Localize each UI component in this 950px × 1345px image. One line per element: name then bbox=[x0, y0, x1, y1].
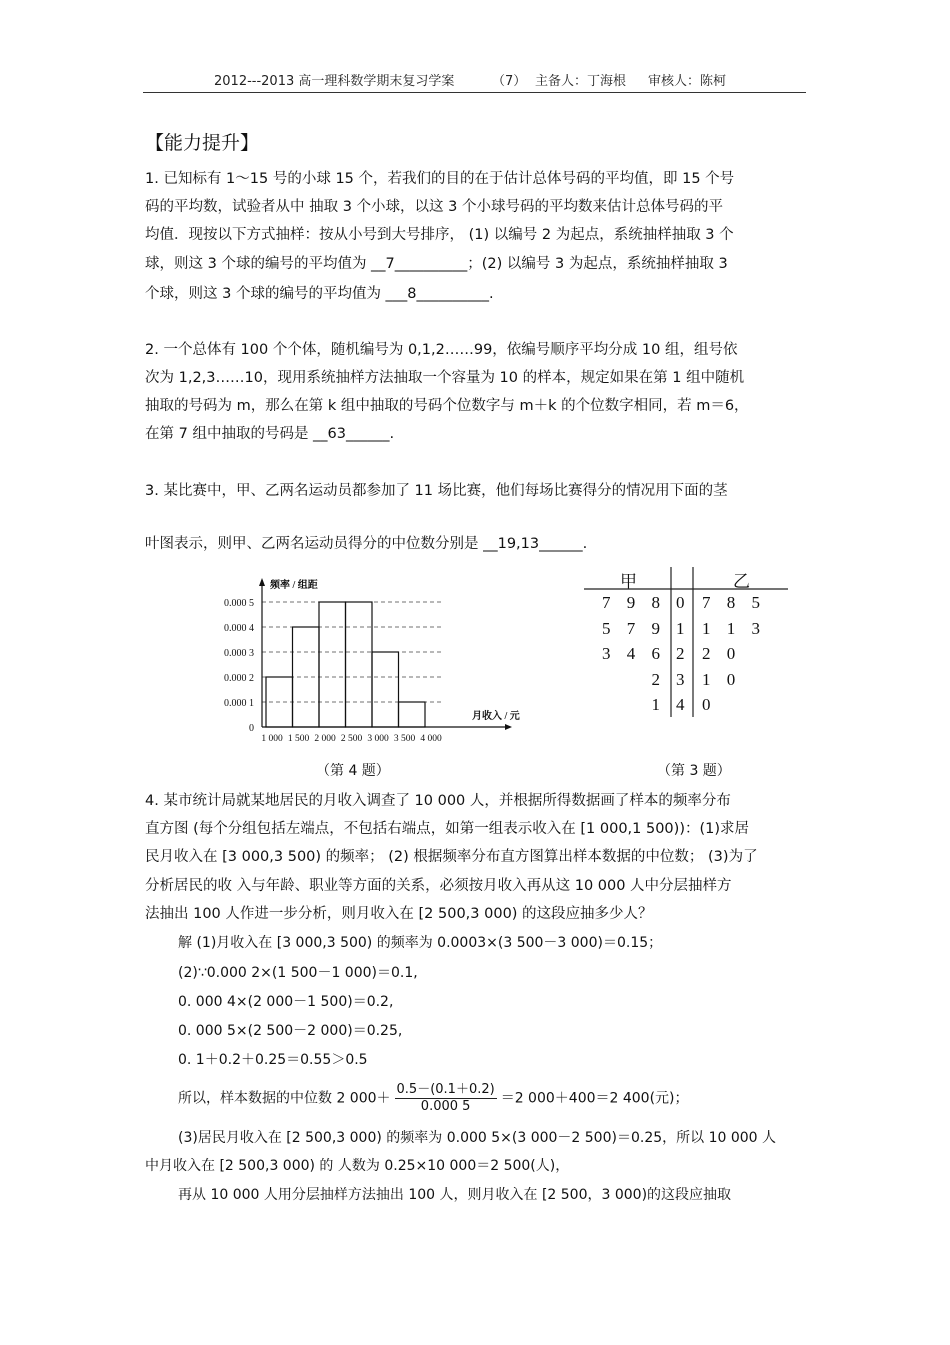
solution-median-result: ＝2 000＋400＝2 400(元)； bbox=[500, 1090, 689, 1107]
histogram-bar bbox=[346, 602, 373, 727]
q1-line4: 球，则这 3 个球的编号的平均值为 __7__________；(2) 以编号 3 为起点，系统抽样抽取 3 bbox=[145, 256, 728, 272]
solution-median-prefix: 所以，样本数据的中位数 2 000＋ bbox=[178, 1090, 391, 1107]
stem-leaf-left-header: 甲 bbox=[620, 572, 637, 592]
stem-leaf-left-leaves: 1 bbox=[651, 695, 666, 714]
fraction-denominator: 0.000 5 bbox=[420, 1099, 471, 1114]
stem-leaf-stem: 1 bbox=[676, 618, 691, 638]
histogram-chart bbox=[210, 572, 550, 747]
stem-leaf-right-leaves: 0 bbox=[702, 695, 717, 714]
q1-line5: 个球，则这 3 个球的编号的平均值为 ___8__________. bbox=[145, 286, 494, 302]
q4-line1: 4. 某市统计局就某地居民的月收入调查了 10 000 人，并根据所得数据画了样本的频率分布 bbox=[145, 793, 731, 809]
x-tick-label: 2 500 bbox=[340, 734, 363, 744]
header-rule bbox=[143, 92, 806, 93]
solution-part3-cont: 中月收入在 [2 500,3 000) 的 人数为 0.25×10 000＝2 500(人)， bbox=[145, 1158, 570, 1174]
solution-part3: (3)居民月收入在 [2 500,3 000) 的频率为 0.000 5×(3 000－2 500)＝0.25，所以 10 000 人 bbox=[178, 1130, 777, 1146]
solution-part2: (2)∵0.000 2×(1 500－1 000)＝0.1, bbox=[178, 965, 418, 981]
fig4-caption: （第 4 题） bbox=[316, 763, 390, 779]
y-tick-label: 0 bbox=[249, 723, 254, 734]
q3-line2: 叶图表示，则甲、乙两名运动员得分的中位数分别是 __19,13______. bbox=[145, 536, 588, 552]
header-preparer: 主备人：丁海根 bbox=[535, 74, 627, 89]
q4-line4: 分析居民的收 入与年龄、职业等方面的关系，必须按月收入再从这 10 000 人中分层抽样方 bbox=[145, 878, 732, 894]
q2-line4: 在第 7 组中抽取的号码是 __63______. bbox=[145, 426, 395, 442]
stem-leaf-left-leaves: 3 4 6 bbox=[602, 644, 666, 663]
stem-leaf-right-leaves: 1 0 bbox=[702, 669, 742, 689]
solution-median bbox=[178, 1082, 689, 1115]
q2-line2: 次为 1,2,3……10，现用系统抽样方法抽取一个容量为 10 的样本，规定如果在第 1 组中随机 bbox=[145, 370, 745, 386]
fraction-numerator: 0.5－(0.1＋0.2) bbox=[396, 1082, 495, 1097]
q3-line1: 3. 某比赛中，甲、乙两名运动员都参加了 11 场比赛，他们每场比赛得分的情况用下面的茎 bbox=[145, 483, 728, 499]
q4-line2: 直方图 (每个分组包括左端点，不包括右端点，如第一组表示收入在 [1 000,1 500))：(1)求居 bbox=[145, 821, 750, 837]
q2-line3: 抽取的号码为 m，那么在第 k 组中抽取的号码个位数字与 m＋k 的个位数字相同，若 m＝6， bbox=[145, 398, 749, 414]
y-tick-label: 0.000 1 bbox=[224, 698, 254, 709]
stem-leaf-plot bbox=[580, 565, 790, 725]
q1-line2: 码的平均数，试验者从中 抽取 3 个小球，以这 3 个小球号码的平均数来估计总体号码的平 bbox=[145, 199, 723, 215]
solution-step3: 0. 000 5×(2 500－2 000)＝0.25, bbox=[178, 1023, 403, 1039]
y-axis-arrow bbox=[259, 578, 265, 586]
solution-step2: 0. 000 4×(2 000－1 500)＝0.2, bbox=[178, 994, 394, 1010]
y-tick-label: 0.000 3 bbox=[224, 648, 254, 659]
stem-leaf-stem: 0 bbox=[676, 593, 691, 612]
stem-leaf-stem: 4 bbox=[676, 695, 691, 714]
stem-leaf-right-leaves: 2 0 bbox=[702, 644, 742, 663]
header-course: 2012---2013 高一理科数学期末复习学案 bbox=[214, 74, 455, 89]
x-axis-arrow bbox=[505, 724, 512, 730]
stem-leaf-right-leaves: 7 8 5 bbox=[702, 593, 766, 612]
x-tick-label: 1 500 bbox=[287, 734, 310, 744]
stem-leaf-left-leaves: 7 9 8 bbox=[602, 593, 666, 612]
stem-leaf-left-leaves: 2 bbox=[651, 669, 666, 689]
y-axis-title: 频率 / 组距 bbox=[270, 580, 318, 591]
x-tick-label: 3 000 bbox=[367, 734, 389, 744]
q4-line5: 法抽出 100 人作进一步分析，则月收入在 [2 500,3 000) 的这段应抽多少人？ bbox=[145, 906, 653, 922]
stem-leaf-right-header: 乙 bbox=[733, 572, 750, 592]
x-tick-label: 4 000 bbox=[420, 734, 442, 744]
fig3-caption: （第 3 题） bbox=[657, 763, 731, 779]
header-number: （7） bbox=[492, 74, 527, 89]
y-tick-label: 0.000 5 bbox=[224, 598, 254, 609]
q1-line3: 均值．现按以下方式抽样：按从小号到大号排序， (1) 以编号 2 为起点，系统抽样抽取 3 个 bbox=[145, 227, 734, 243]
solution-part1: 解 (1)月收入在 [3 000,3 500) 的频率为 0.0003×(3 500－3 000)＝0.15； bbox=[178, 935, 663, 951]
q2-line1: 2. 一个总体有 100 个个体，随机编号为 0,1,2……99，依编号顺序平均分成 10 组，组号依 bbox=[145, 342, 738, 358]
histogram-bar bbox=[372, 652, 399, 727]
x-tick-label: 3 500 bbox=[393, 734, 416, 744]
y-tick-label: 0.000 2 bbox=[224, 673, 254, 684]
stem-leaf-stem: 2 bbox=[676, 644, 691, 663]
histogram-bar bbox=[399, 702, 426, 727]
stem-leaf-right-leaves: 1 1 3 bbox=[702, 618, 766, 638]
x-tick-label: 2 000 bbox=[314, 734, 336, 744]
header-reviewer: 审核人：陈柯 bbox=[648, 74, 727, 89]
x-tick-label: 1 000 bbox=[261, 734, 283, 744]
median-fraction bbox=[395, 1082, 497, 1115]
stem-leaf-left-leaves: 5 7 9 bbox=[602, 618, 666, 638]
histogram-bar bbox=[319, 602, 346, 727]
section-title: 【能力提升】 bbox=[145, 132, 260, 154]
q4-line3: 民月收入在 [3 000,3 500) 的频率； (2) 根据频率分布直方图算出样本数据的中位数； (3)为了 bbox=[145, 849, 758, 865]
q1-line1: 1. 已知标有 1～15 号的小球 15 个，若我们的目的在于估计总体号码的平均值，即 15 个号 bbox=[145, 171, 735, 187]
y-tick-label: 0.000 4 bbox=[224, 623, 254, 634]
solution-part3-final: 再从 10 000 人用分层抽样方法抽出 100 人，则月收入在 [2 500，3 000)的这段应抽取 bbox=[178, 1187, 732, 1203]
x-axis-title: 月收入 / 元 bbox=[472, 711, 520, 722]
solution-step4: 0. 1＋0.2＋0.25＝0.55＞0.5 bbox=[178, 1052, 368, 1068]
stem-leaf-stem: 3 bbox=[676, 669, 691, 689]
